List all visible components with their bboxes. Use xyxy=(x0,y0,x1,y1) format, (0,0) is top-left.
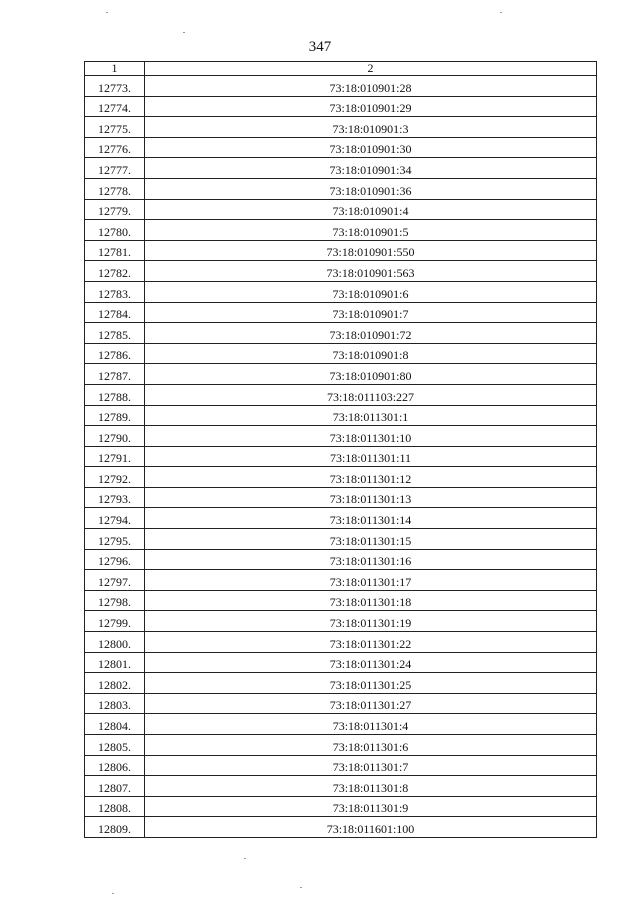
table-row xyxy=(85,446,597,467)
cadastral-number-cell: 73:18:010901:4 xyxy=(145,199,597,220)
cadastral-number-cell: 73:18:011301:9 xyxy=(145,796,597,817)
cadastral-number-cell: 73:18:011301:8 xyxy=(145,776,597,797)
scan-speck xyxy=(244,858,246,859)
scan-speck xyxy=(500,12,502,13)
row-index-cell: 12791. xyxy=(85,446,145,467)
row-index-cell: 12778. xyxy=(85,178,145,199)
column-header-2: 2 xyxy=(145,62,597,76)
cadastral-number-cell: 73:18:010901:30 xyxy=(145,137,597,158)
table-row xyxy=(85,487,597,508)
cadastral-number-cell: 73:18:010901:29 xyxy=(145,96,597,117)
table-row xyxy=(85,570,597,591)
scan-speck xyxy=(106,12,108,13)
cadastral-number-cell: 73:18:011301:7 xyxy=(145,755,597,776)
scan-speck xyxy=(300,887,302,888)
cadastral-number-cell: 73:18:010901:36 xyxy=(145,178,597,199)
row-index-cell: 12797. xyxy=(85,570,145,591)
table-row xyxy=(85,76,597,97)
table-row xyxy=(85,178,597,199)
cadastral-number-cell: 73:18:010901:28 xyxy=(145,76,597,97)
table-row xyxy=(85,323,597,344)
row-index-cell: 12799. xyxy=(85,611,145,632)
row-index-cell: 12807. xyxy=(85,776,145,797)
table-row xyxy=(85,364,597,385)
cadastral-number-cell: 73:18:011301:17 xyxy=(145,570,597,591)
table-row xyxy=(85,508,597,529)
cadastral-number-cell: 73:18:011301:24 xyxy=(145,652,597,673)
cadastral-number-cell: 73:18:011301:4 xyxy=(145,714,597,735)
cadastral-number-cell: 73:18:010901:3 xyxy=(145,117,597,138)
row-index-cell: 12809. xyxy=(85,817,145,838)
table-row xyxy=(85,714,597,735)
table-row xyxy=(85,426,597,447)
table-row xyxy=(85,776,597,797)
cadastral-number-cell: 73:18:011301:15 xyxy=(145,529,597,550)
table-body xyxy=(85,76,597,838)
row-index-cell: 12798. xyxy=(85,590,145,611)
row-index-cell: 12782. xyxy=(85,261,145,282)
cadastral-number-cell: 73:18:011301:22 xyxy=(145,632,597,653)
cadastral-number-cell: 73:18:010901:550 xyxy=(145,240,597,261)
table-row xyxy=(85,220,597,241)
row-index-cell: 12781. xyxy=(85,240,145,261)
table-row xyxy=(85,137,597,158)
table-row xyxy=(85,199,597,220)
cadastral-number-cell: 73:18:011301:6 xyxy=(145,735,597,756)
table-row xyxy=(85,590,597,611)
table-row xyxy=(85,693,597,714)
page-number: 347 xyxy=(308,39,332,55)
cadastral-number-cell: 73:18:010901:6 xyxy=(145,281,597,302)
row-index-cell: 12776. xyxy=(85,137,145,158)
table-row xyxy=(85,384,597,405)
row-index-cell: 12790. xyxy=(85,426,145,447)
row-index-cell: 12785. xyxy=(85,323,145,344)
row-index-cell: 12788. xyxy=(85,384,145,405)
row-index-cell: 12779. xyxy=(85,199,145,220)
row-index-cell: 12784. xyxy=(85,302,145,323)
row-index-cell: 12775. xyxy=(85,117,145,138)
row-index-cell: 12801. xyxy=(85,652,145,673)
cadastral-number-cell: 73:18:010901:5 xyxy=(145,220,597,241)
table-row xyxy=(85,261,597,282)
row-index-cell: 12806. xyxy=(85,755,145,776)
table-row xyxy=(85,158,597,179)
cadastral-number-cell: 73:18:010901:8 xyxy=(145,343,597,364)
column-header-1: 1 xyxy=(85,62,145,76)
row-index-cell: 12780. xyxy=(85,220,145,241)
row-index-cell: 12773. xyxy=(85,76,145,97)
row-index-cell: 12774. xyxy=(85,96,145,117)
cadastral-number-cell: 73:18:011301:25 xyxy=(145,673,597,694)
table-row xyxy=(85,817,597,838)
row-index-cell: 12793. xyxy=(85,487,145,508)
cadastral-number-cell: 73:18:011301:18 xyxy=(145,590,597,611)
table-row xyxy=(85,673,597,694)
cadastral-number-cell: 73:18:011301:27 xyxy=(145,693,597,714)
table-row xyxy=(85,611,597,632)
cadastral-number-cell: 73:18:010901:563 xyxy=(145,261,597,282)
row-index-cell: 12802. xyxy=(85,673,145,694)
scan-speck xyxy=(112,893,114,894)
row-index-cell: 12789. xyxy=(85,405,145,426)
table-row xyxy=(85,632,597,653)
table-row xyxy=(85,405,597,426)
row-index-cell: 12794. xyxy=(85,508,145,529)
table-row xyxy=(85,343,597,364)
cadastral-number-cell: 73:18:011103:227 xyxy=(145,384,597,405)
table-row xyxy=(85,529,597,550)
table-header-row xyxy=(85,62,597,76)
cadastral-number-cell: 73:18:011301:12 xyxy=(145,467,597,488)
row-index-cell: 12804. xyxy=(85,714,145,735)
row-index-cell: 12786. xyxy=(85,343,145,364)
row-index-cell: 12777. xyxy=(85,158,145,179)
table-row xyxy=(85,117,597,138)
row-index-cell: 12805. xyxy=(85,735,145,756)
table-row xyxy=(85,281,597,302)
row-index-cell: 12803. xyxy=(85,693,145,714)
row-index-cell: 12795. xyxy=(85,529,145,550)
cadastral-number-cell: 73:18:010901:7 xyxy=(145,302,597,323)
table-row xyxy=(85,96,597,117)
cadastral-number-cell: 73:18:010901:72 xyxy=(145,323,597,344)
cadastral-number-cell: 73:18:011301:11 xyxy=(145,446,597,467)
cadastral-number-cell: 73:18:010901:34 xyxy=(145,158,597,179)
cadastral-number-cell: 73:18:011301:1 xyxy=(145,405,597,426)
table-row xyxy=(85,735,597,756)
cadastral-number-cell: 73:18:011301:14 xyxy=(145,508,597,529)
table-row xyxy=(85,549,597,570)
table-row xyxy=(85,796,597,817)
cadastral-number-cell: 73:18:011301:19 xyxy=(145,611,597,632)
table-row xyxy=(85,467,597,488)
cadastral-number-cell: 73:18:010901:80 xyxy=(145,364,597,385)
table-row xyxy=(85,755,597,776)
table-row xyxy=(85,302,597,323)
row-index-cell: 12787. xyxy=(85,364,145,385)
table-row xyxy=(85,652,597,673)
row-index-cell: 12800. xyxy=(85,632,145,653)
table-row xyxy=(85,240,597,261)
cadastral-number-cell: 73:18:011601:100 xyxy=(145,817,597,838)
cadastral-number-cell: 73:18:011301:13 xyxy=(145,487,597,508)
row-index-cell: 12796. xyxy=(85,549,145,570)
cadastral-number-cell: 73:18:011301:10 xyxy=(145,426,597,447)
row-index-cell: 12783. xyxy=(85,281,145,302)
row-index-cell: 12808. xyxy=(85,796,145,817)
cadastral-number-table xyxy=(84,61,597,838)
scan-speck xyxy=(183,32,185,33)
row-index-cell: 12792. xyxy=(85,467,145,488)
cadastral-number-cell: 73:18:011301:16 xyxy=(145,549,597,570)
